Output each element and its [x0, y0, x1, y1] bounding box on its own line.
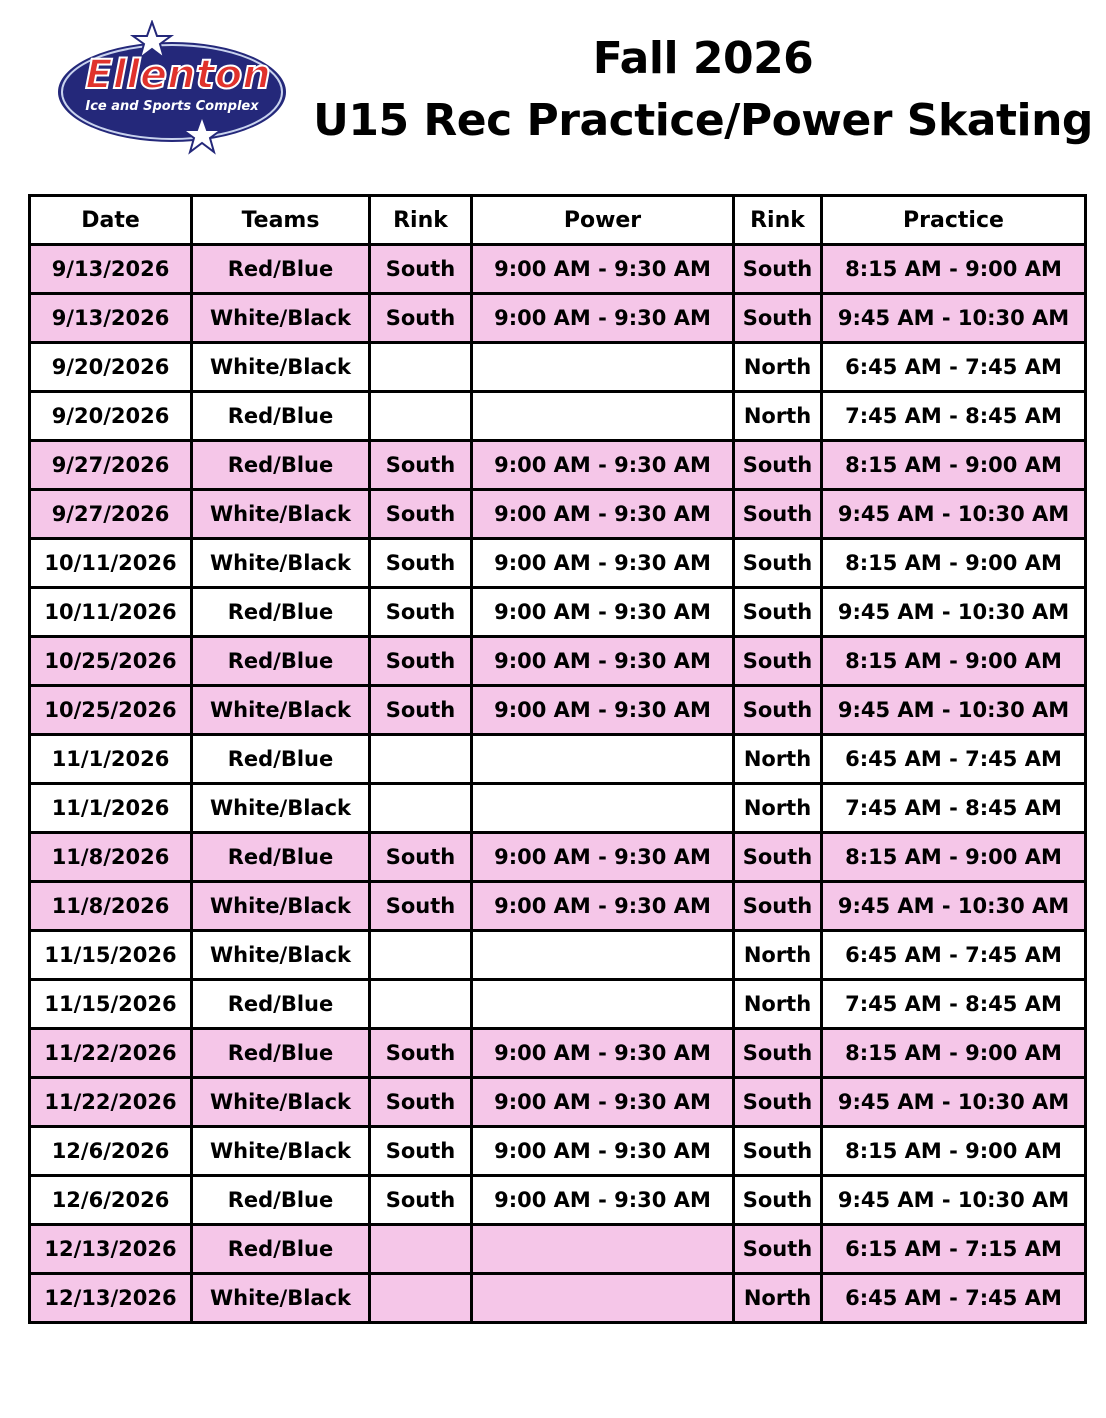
power-time-cell: 9:00 AM - 9:30 AM: [472, 539, 734, 588]
table-row: [30, 1029, 1086, 1078]
power-time-cell: 9:00 AM - 9:30 AM: [472, 245, 734, 294]
practice-rink-cell: North: [734, 1274, 822, 1323]
table-row: [30, 1225, 1086, 1274]
practice-time-cell: 8:15 AM - 9:00 AM: [822, 441, 1086, 490]
practice-time-cell: 7:45 AM - 8:45 AM: [822, 784, 1086, 833]
power-rink-cell: [370, 1274, 472, 1323]
teams-cell: Red/Blue: [192, 980, 370, 1029]
power-time-cell: [472, 1225, 734, 1274]
header-practice-rink: Rink: [734, 196, 822, 245]
power-rink-cell: [370, 735, 472, 784]
date-cell: 9/13/2026: [30, 245, 192, 294]
table-row: [30, 392, 1086, 441]
table-row: [30, 833, 1086, 882]
header-power: Power: [472, 196, 734, 245]
practice-time-cell: 6:15 AM - 7:15 AM: [822, 1225, 1086, 1274]
power-time-cell: 9:00 AM - 9:30 AM: [472, 294, 734, 343]
table-row: [30, 1274, 1086, 1323]
header-teams: Teams: [192, 196, 370, 245]
power-rink-cell: [370, 980, 472, 1029]
date-cell: 12/6/2026: [30, 1127, 192, 1176]
table-row: [30, 588, 1086, 637]
practice-rink-cell: South: [734, 539, 822, 588]
schedule-body: [30, 245, 1086, 1323]
practice-rink-cell: South: [734, 1029, 822, 1078]
table-row: [30, 490, 1086, 539]
date-cell: 9/20/2026: [30, 392, 192, 441]
practice-rink-cell: South: [734, 686, 822, 735]
practice-rink-cell: South: [734, 1225, 822, 1274]
teams-cell: Red/Blue: [192, 1176, 370, 1225]
practice-time-cell: 8:15 AM - 9:00 AM: [822, 1127, 1086, 1176]
practice-rink-cell: South: [734, 490, 822, 539]
table-row: [30, 343, 1086, 392]
table-row: [30, 441, 1086, 490]
table-row: [30, 539, 1086, 588]
table-row: [30, 931, 1086, 980]
practice-rink-cell: North: [734, 392, 822, 441]
date-cell: 9/13/2026: [30, 294, 192, 343]
teams-cell: White/Black: [192, 784, 370, 833]
practice-time-cell: 8:15 AM - 9:00 AM: [822, 539, 1086, 588]
schedule-title: U15 Rec Practice/Power Skating: [313, 95, 1093, 146]
page-header: [300, 28, 1106, 152]
practice-time-cell: 8:15 AM - 9:00 AM: [822, 1029, 1086, 1078]
schedule-table: [28, 194, 1087, 1324]
practice-rink-cell: North: [734, 784, 822, 833]
practice-time-cell: 9:45 AM - 10:30 AM: [822, 1078, 1086, 1127]
table-row: [30, 686, 1086, 735]
practice-rink-cell: North: [734, 980, 822, 1029]
date-cell: 11/8/2026: [30, 882, 192, 931]
teams-cell: Red/Blue: [192, 833, 370, 882]
table-row: [30, 882, 1086, 931]
table-row: [30, 1127, 1086, 1176]
power-time-cell: 9:00 AM - 9:30 AM: [472, 490, 734, 539]
date-cell: 10/25/2026: [30, 686, 192, 735]
practice-time-cell: 8:15 AM - 9:00 AM: [822, 637, 1086, 686]
practice-rink-cell: South: [734, 245, 822, 294]
power-rink-cell: South: [370, 833, 472, 882]
power-time-cell: 9:00 AM - 9:30 AM: [472, 882, 734, 931]
teams-cell: Red/Blue: [192, 1029, 370, 1078]
practice-rink-cell: North: [734, 343, 822, 392]
logo-wordmark: Ellenton: [85, 52, 271, 98]
teams-cell: White/Black: [192, 1078, 370, 1127]
power-time-cell: 9:00 AM - 9:30 AM: [472, 1029, 734, 1078]
teams-cell: Red/Blue: [192, 1225, 370, 1274]
practice-rink-cell: South: [734, 1078, 822, 1127]
power-rink-cell: South: [370, 882, 472, 931]
logo-tagline: Ice and Sports Complex: [85, 99, 259, 114]
practice-time-cell: 8:15 AM - 9:00 AM: [822, 245, 1086, 294]
date-cell: 11/1/2026: [30, 735, 192, 784]
table-row: [30, 245, 1086, 294]
teams-cell: White/Black: [192, 1127, 370, 1176]
date-cell: 10/25/2026: [30, 637, 192, 686]
practice-time-cell: 9:45 AM - 10:30 AM: [822, 882, 1086, 931]
power-time-cell: [472, 1274, 734, 1323]
date-cell: 9/27/2026: [30, 490, 192, 539]
teams-cell: Red/Blue: [192, 441, 370, 490]
teams-cell: Red/Blue: [192, 637, 370, 686]
power-rink-cell: [370, 931, 472, 980]
power-rink-cell: South: [370, 588, 472, 637]
date-cell: 9/27/2026: [30, 441, 192, 490]
table-row: [30, 294, 1086, 343]
practice-time-cell: 6:45 AM - 7:45 AM: [822, 931, 1086, 980]
practice-time-cell: 9:45 AM - 10:30 AM: [822, 294, 1086, 343]
table-row: [30, 735, 1086, 784]
power-rink-cell: South: [370, 490, 472, 539]
table-row: [30, 637, 1086, 686]
table-row: [30, 784, 1086, 833]
teams-cell: Red/Blue: [192, 392, 370, 441]
teams-cell: White/Black: [192, 1274, 370, 1323]
date-cell: 11/22/2026: [30, 1078, 192, 1127]
date-cell: 12/13/2026: [30, 1274, 192, 1323]
date-cell: 11/8/2026: [30, 833, 192, 882]
teams-cell: White/Black: [192, 539, 370, 588]
power-time-cell: 9:00 AM - 9:30 AM: [472, 686, 734, 735]
practice-time-cell: 7:45 AM - 8:45 AM: [822, 980, 1086, 1029]
power-rink-cell: South: [370, 1029, 472, 1078]
practice-rink-cell: South: [734, 637, 822, 686]
power-time-cell: [472, 343, 734, 392]
date-cell: 9/20/2026: [30, 343, 192, 392]
practice-time-cell: 9:45 AM - 10:30 AM: [822, 588, 1086, 637]
power-rink-cell: [370, 1225, 472, 1274]
power-rink-cell: South: [370, 637, 472, 686]
power-time-cell: [472, 392, 734, 441]
practice-time-cell: 9:45 AM - 10:30 AM: [822, 490, 1086, 539]
power-time-cell: [472, 784, 734, 833]
practice-rink-cell: North: [734, 735, 822, 784]
power-rink-cell: South: [370, 539, 472, 588]
table-row: [30, 980, 1086, 1029]
practice-time-cell: 6:45 AM - 7:45 AM: [822, 343, 1086, 392]
ellenton-logo: [52, 20, 292, 160]
power-time-cell: 9:00 AM - 9:30 AM: [472, 1127, 734, 1176]
practice-rink-cell: South: [734, 1127, 822, 1176]
power-rink-cell: South: [370, 294, 472, 343]
practice-rink-cell: South: [734, 833, 822, 882]
practice-time-cell: 7:45 AM - 8:45 AM: [822, 392, 1086, 441]
teams-cell: Red/Blue: [192, 735, 370, 784]
date-cell: 10/11/2026: [30, 588, 192, 637]
power-rink-cell: [370, 343, 472, 392]
power-rink-cell: South: [370, 1078, 472, 1127]
practice-rink-cell: South: [734, 588, 822, 637]
practice-time-cell: 8:15 AM - 9:00 AM: [822, 833, 1086, 882]
power-rink-cell: [370, 784, 472, 833]
header-practice: Practice: [822, 196, 1086, 245]
header-power-rink: Rink: [370, 196, 472, 245]
power-time-cell: 9:00 AM - 9:30 AM: [472, 637, 734, 686]
power-time-cell: [472, 931, 734, 980]
table-row: [30, 1176, 1086, 1225]
teams-cell: Red/Blue: [192, 245, 370, 294]
date-cell: 12/13/2026: [30, 1225, 192, 1274]
practice-time-cell: 9:45 AM - 10:30 AM: [822, 1176, 1086, 1225]
power-time-cell: 9:00 AM - 9:30 AM: [472, 588, 734, 637]
date-cell: 11/1/2026: [30, 784, 192, 833]
practice-rink-cell: South: [734, 441, 822, 490]
power-rink-cell: South: [370, 245, 472, 294]
teams-cell: White/Black: [192, 490, 370, 539]
teams-cell: White/Black: [192, 686, 370, 735]
header-row: [30, 196, 1086, 245]
power-time-cell: [472, 735, 734, 784]
teams-cell: White/Black: [192, 294, 370, 343]
date-cell: 11/22/2026: [30, 1029, 192, 1078]
date-cell: 12/6/2026: [30, 1176, 192, 1225]
power-rink-cell: South: [370, 1176, 472, 1225]
teams-cell: White/Black: [192, 882, 370, 931]
practice-rink-cell: South: [734, 294, 822, 343]
power-rink-cell: South: [370, 686, 472, 735]
power-rink-cell: [370, 392, 472, 441]
practice-time-cell: 9:45 AM - 10:30 AM: [822, 686, 1086, 735]
practice-rink-cell: South: [734, 882, 822, 931]
power-time-cell: 9:00 AM - 9:30 AM: [472, 1176, 734, 1225]
power-time-cell: [472, 980, 734, 1029]
practice-rink-cell: South: [734, 1176, 822, 1225]
power-rink-cell: South: [370, 441, 472, 490]
practice-time-cell: 6:45 AM - 7:45 AM: [822, 735, 1086, 784]
teams-cell: White/Black: [192, 931, 370, 980]
teams-cell: Red/Blue: [192, 588, 370, 637]
power-rink-cell: South: [370, 1127, 472, 1176]
table-row: [30, 1078, 1086, 1127]
practice-rink-cell: North: [734, 931, 822, 980]
date-cell: 11/15/2026: [30, 931, 192, 980]
power-time-cell: 9:00 AM - 9:30 AM: [472, 1078, 734, 1127]
power-time-cell: 9:00 AM - 9:30 AM: [472, 833, 734, 882]
power-time-cell: 9:00 AM - 9:30 AM: [472, 441, 734, 490]
date-cell: 10/11/2026: [30, 539, 192, 588]
season-title: Fall 2026: [592, 33, 814, 84]
teams-cell: White/Black: [192, 343, 370, 392]
header-date: Date: [30, 196, 192, 245]
date-cell: 11/15/2026: [30, 980, 192, 1029]
practice-time-cell: 6:45 AM - 7:45 AM: [822, 1274, 1086, 1323]
